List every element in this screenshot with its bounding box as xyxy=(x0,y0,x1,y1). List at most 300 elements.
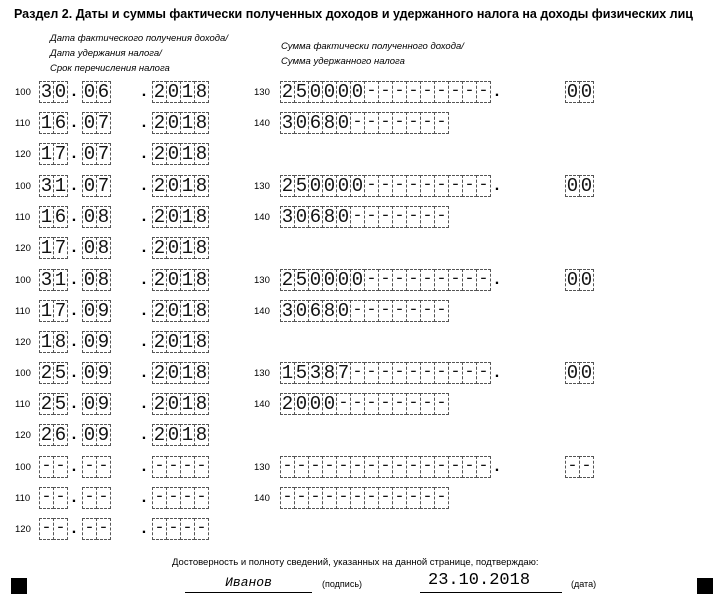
char-cell: - xyxy=(434,393,449,415)
char-cell: - xyxy=(308,456,323,478)
char-cell: - xyxy=(280,487,295,509)
date-day-field[interactable] xyxy=(39,456,68,478)
line-code: 130 xyxy=(254,462,270,473)
char-cell: 6 xyxy=(309,300,322,322)
char-cell: 2 xyxy=(153,424,166,446)
char-cell: 5 xyxy=(295,362,308,384)
date-day-field[interactable] xyxy=(39,81,68,103)
date-day-field[interactable] xyxy=(39,518,68,540)
date-month-field[interactable] xyxy=(82,237,111,259)
char-cell: 0 xyxy=(323,393,336,415)
date-year-field[interactable] xyxy=(152,269,209,291)
char-cell: 1 xyxy=(181,81,194,103)
char-cell: 1 xyxy=(181,175,194,197)
char-cell: - xyxy=(39,456,54,478)
char-cell: - xyxy=(378,487,393,509)
char-cell: 0 xyxy=(167,362,180,384)
char-cell: 0 xyxy=(351,269,364,291)
date-day-field[interactable] xyxy=(39,300,68,322)
date-month-field[interactable] xyxy=(82,487,111,509)
date-month-field[interactable] xyxy=(82,362,111,384)
line-code: 140 xyxy=(254,212,270,223)
char-cell: 1 xyxy=(40,331,53,353)
line-code: 140 xyxy=(254,399,270,410)
dates-header-line: Дата фактического получения дохода/ xyxy=(50,33,228,44)
char-cell: 7 xyxy=(337,362,350,384)
date-day-field[interactable] xyxy=(39,269,68,291)
char-cell: 0 xyxy=(167,112,180,134)
char-cell: - xyxy=(194,456,209,478)
tax-amount-field[interactable] xyxy=(280,393,449,415)
char-cell: 1 xyxy=(54,269,67,291)
char-cell: 2 xyxy=(281,175,294,197)
signature-caption: (подпись) xyxy=(322,579,363,589)
char-cell: - xyxy=(392,487,407,509)
date-day-field[interactable] xyxy=(39,424,68,446)
char-cell: 2 xyxy=(153,331,166,353)
char-cell: - xyxy=(434,300,449,322)
char-cell: - xyxy=(336,487,351,509)
char-cell: 2 xyxy=(153,143,166,165)
char-cell: 1 xyxy=(40,206,53,228)
date-year-field[interactable] xyxy=(152,237,209,259)
char-cell: - xyxy=(392,393,407,415)
char-cell: 0 xyxy=(167,300,180,322)
char-cell: - xyxy=(350,362,365,384)
separator-dot: . xyxy=(141,208,147,225)
dates-header xyxy=(50,31,228,76)
char-cell: - xyxy=(378,206,393,228)
char-cell: 0 xyxy=(54,81,67,103)
date-year-field[interactable] xyxy=(152,175,209,197)
char-cell: - xyxy=(420,393,435,415)
confirmation-text: Достоверность и полноту сведений, указанных на данной странице, подтверждаю: xyxy=(172,557,539,568)
date-month-field[interactable] xyxy=(82,175,111,197)
char-cell: 0 xyxy=(580,175,593,197)
char-cell: 2 xyxy=(153,269,166,291)
corner-marker xyxy=(697,578,713,594)
char-cell: - xyxy=(166,518,181,540)
char-cell: 2 xyxy=(40,362,53,384)
char-cell: - xyxy=(392,81,407,103)
separator-dot: . xyxy=(141,333,147,350)
date-day-field[interactable] xyxy=(39,237,68,259)
char-cell: - xyxy=(364,362,379,384)
char-cell: - xyxy=(336,456,351,478)
date-year-field[interactable] xyxy=(152,143,209,165)
char-cell: 2 xyxy=(153,362,166,384)
char-cell: - xyxy=(448,362,463,384)
date-year-field[interactable] xyxy=(152,393,209,415)
char-cell: 1 xyxy=(40,143,53,165)
line-code: 140 xyxy=(254,493,270,504)
separator-dot: . xyxy=(71,83,77,100)
dates-header-line: Дата удержания налога/ xyxy=(50,48,162,59)
separator-dot: . xyxy=(71,395,77,412)
char-cell: - xyxy=(350,456,365,478)
char-cell: 1 xyxy=(181,112,194,134)
char-cell: 0 xyxy=(83,112,96,134)
separator-dot: . xyxy=(71,489,77,506)
income-kopecks-field[interactable] xyxy=(565,456,594,478)
char-cell: 0 xyxy=(167,269,180,291)
char-cell: - xyxy=(364,206,379,228)
char-cell: 1 xyxy=(40,237,53,259)
char-cell: - xyxy=(420,175,435,197)
char-cell: 0 xyxy=(337,269,350,291)
date-month-field[interactable] xyxy=(82,112,111,134)
char-cell: 6 xyxy=(54,206,67,228)
income-kopecks-field[interactable] xyxy=(565,362,594,384)
date-year-field[interactable] xyxy=(152,331,209,353)
char-cell: 8 xyxy=(97,237,110,259)
char-cell: - xyxy=(462,269,477,291)
char-cell: - xyxy=(364,300,379,322)
char-cell: 5 xyxy=(295,269,308,291)
char-cell: 3 xyxy=(40,269,53,291)
char-cell: 7 xyxy=(54,143,67,165)
char-cell: - xyxy=(364,81,379,103)
date-month-field[interactable] xyxy=(82,456,111,478)
tax-amount-field[interactable] xyxy=(280,112,449,134)
separator-dot: . xyxy=(141,114,147,131)
char-cell: - xyxy=(378,393,393,415)
char-cell: - xyxy=(434,487,449,509)
date-month-field[interactable] xyxy=(82,331,111,353)
char-cell: 0 xyxy=(323,81,336,103)
char-cell: 8 xyxy=(195,331,208,353)
char-cell: 1 xyxy=(181,362,194,384)
char-cell: 0 xyxy=(337,300,350,322)
char-cell: - xyxy=(406,112,421,134)
char-cell: 3 xyxy=(40,81,53,103)
char-cell: - xyxy=(180,456,195,478)
char-cell: - xyxy=(308,487,323,509)
char-cell: - xyxy=(350,393,365,415)
date-month-field[interactable] xyxy=(82,393,111,415)
char-cell: 7 xyxy=(97,112,110,134)
char-cell: 8 xyxy=(195,300,208,322)
separator-dot: . xyxy=(71,114,77,131)
char-cell: - xyxy=(406,456,421,478)
char-cell: 2 xyxy=(153,81,166,103)
date-month-field[interactable] xyxy=(82,424,111,446)
corner-marker xyxy=(11,578,27,594)
char-cell: 9 xyxy=(97,424,110,446)
char-cell: - xyxy=(462,81,477,103)
separator-dot: . xyxy=(71,520,77,537)
char-cell: 0 xyxy=(167,206,180,228)
income-kopecks-field[interactable] xyxy=(565,175,594,197)
char-cell: 8 xyxy=(195,175,208,197)
income-amount-field[interactable] xyxy=(280,175,491,197)
separator-dot: . xyxy=(71,145,77,162)
char-cell: - xyxy=(350,206,365,228)
date-day-field[interactable] xyxy=(39,331,68,353)
date-month-field[interactable] xyxy=(82,206,111,228)
char-cell: - xyxy=(350,487,365,509)
char-cell: 6 xyxy=(309,112,322,134)
separator-dot: . xyxy=(71,271,77,288)
char-cell: 8 xyxy=(323,362,336,384)
char-cell: 0 xyxy=(83,362,96,384)
char-cell: 0 xyxy=(83,331,96,353)
income-kopecks-field[interactable] xyxy=(565,269,594,291)
date-day-field[interactable] xyxy=(39,393,68,415)
line-code: 100 xyxy=(15,462,31,473)
char-cell: - xyxy=(406,487,421,509)
char-cell: - xyxy=(180,487,195,509)
date-day-field[interactable] xyxy=(39,112,68,134)
char-cell: 6 xyxy=(309,206,322,228)
line-code: 120 xyxy=(15,524,31,535)
char-cell: 0 xyxy=(580,362,593,384)
char-cell: 0 xyxy=(83,300,96,322)
char-cell: 0 xyxy=(566,175,579,197)
char-cell: 0 xyxy=(351,81,364,103)
char-cell: - xyxy=(434,206,449,228)
date-year-field[interactable] xyxy=(152,424,209,446)
line-code: 120 xyxy=(15,337,31,348)
char-cell: - xyxy=(406,81,421,103)
char-cell: 0 xyxy=(83,206,96,228)
char-cell: - xyxy=(364,393,379,415)
char-cell: 9 xyxy=(97,300,110,322)
char-cell: - xyxy=(448,456,463,478)
char-cell: - xyxy=(406,269,421,291)
char-cell: - xyxy=(364,269,379,291)
char-cell: - xyxy=(476,362,491,384)
char-cell: 8 xyxy=(195,206,208,228)
char-cell: - xyxy=(82,456,97,478)
char-cell: - xyxy=(294,487,309,509)
date-month-field[interactable] xyxy=(82,518,111,540)
date-year-field[interactable] xyxy=(152,487,209,509)
date-day-field[interactable] xyxy=(39,143,68,165)
char-cell: 0 xyxy=(167,424,180,446)
date-day-field[interactable] xyxy=(39,487,68,509)
char-cell: - xyxy=(420,456,435,478)
separator-dot: . xyxy=(71,239,77,256)
income-kopecks-field[interactable] xyxy=(565,81,594,103)
char-cell: 1 xyxy=(181,206,194,228)
date-year-field[interactable] xyxy=(152,206,209,228)
date-year-field[interactable] xyxy=(152,362,209,384)
char-cell: - xyxy=(406,362,421,384)
line-code: 100 xyxy=(15,368,31,379)
char-cell: 0 xyxy=(83,424,96,446)
tax-amount-field[interactable] xyxy=(280,487,449,509)
char-cell: - xyxy=(378,112,393,134)
tax-amount-field[interactable] xyxy=(280,206,449,228)
char-cell: - xyxy=(378,175,393,197)
separator-dot: . xyxy=(494,271,500,288)
char-cell: 0 xyxy=(83,269,96,291)
char-cell: 8 xyxy=(323,300,336,322)
char-cell: - xyxy=(448,81,463,103)
separator-dot: . xyxy=(71,177,77,194)
char-cell: - xyxy=(294,456,309,478)
date-year-field[interactable] xyxy=(152,81,209,103)
char-cell: - xyxy=(166,487,181,509)
char-cell: - xyxy=(434,269,449,291)
char-cell: 2 xyxy=(153,112,166,134)
char-cell: - xyxy=(322,487,337,509)
char-cell: 1 xyxy=(181,237,194,259)
separator-dot: . xyxy=(494,364,500,381)
line-code: 110 xyxy=(15,306,31,317)
char-cell: 2 xyxy=(281,393,294,415)
tax-amount-field[interactable] xyxy=(280,300,449,322)
line-code: 130 xyxy=(254,368,270,379)
income-amount-field[interactable] xyxy=(280,81,491,103)
date-day-field[interactable] xyxy=(39,206,68,228)
date-year-field[interactable] xyxy=(152,456,209,478)
date-year-field[interactable] xyxy=(152,518,209,540)
signature-value: Иванов xyxy=(225,575,272,590)
char-cell: - xyxy=(462,362,477,384)
date-year-field[interactable] xyxy=(152,300,209,322)
char-cell: 8 xyxy=(97,206,110,228)
char-cell: 0 xyxy=(83,175,96,197)
char-cell: - xyxy=(448,175,463,197)
separator-dot: . xyxy=(141,145,147,162)
char-cell: - xyxy=(392,300,407,322)
date-month-field[interactable] xyxy=(82,143,111,165)
separator-dot: . xyxy=(71,208,77,225)
char-cell: - xyxy=(434,81,449,103)
char-cell: - xyxy=(406,175,421,197)
char-cell: 0 xyxy=(309,81,322,103)
char-cell: 8 xyxy=(195,424,208,446)
char-cell: 8 xyxy=(195,269,208,291)
line-code: 130 xyxy=(254,181,270,192)
char-cell: 1 xyxy=(181,331,194,353)
separator-dot: . xyxy=(71,426,77,443)
char-cell: - xyxy=(406,206,421,228)
char-cell: - xyxy=(82,487,97,509)
date-year-field[interactable] xyxy=(152,112,209,134)
char-cell: - xyxy=(392,362,407,384)
dates-header-line: Срок перечисления налога xyxy=(50,63,170,74)
date-month-field[interactable] xyxy=(82,269,111,291)
char-cell: 0 xyxy=(351,175,364,197)
char-cell: 6 xyxy=(54,424,67,446)
char-cell: 0 xyxy=(566,362,579,384)
income-amount-field[interactable] xyxy=(280,362,491,384)
char-cell: - xyxy=(280,456,295,478)
char-cell: 8 xyxy=(97,269,110,291)
char-cell: 1 xyxy=(181,424,194,446)
char-cell: - xyxy=(96,487,111,509)
char-cell: - xyxy=(152,456,167,478)
char-cell: - xyxy=(378,362,393,384)
char-cell: 2 xyxy=(153,175,166,197)
char-cell: 0 xyxy=(309,175,322,197)
char-cell: - xyxy=(476,456,491,478)
char-cell: 3 xyxy=(40,175,53,197)
line-code: 120 xyxy=(15,243,31,254)
char-cell: - xyxy=(194,518,209,540)
char-cell: - xyxy=(166,456,181,478)
separator-dot: . xyxy=(141,177,147,194)
char-cell: 0 xyxy=(309,269,322,291)
separator-dot: . xyxy=(141,458,147,475)
date-value: 23.10.2018 xyxy=(428,571,531,590)
char-cell: 8 xyxy=(323,112,336,134)
char-cell: - xyxy=(420,112,435,134)
line-code: 110 xyxy=(15,493,31,504)
date-month-field[interactable] xyxy=(82,300,111,322)
char-cell: - xyxy=(579,456,594,478)
char-cell: - xyxy=(152,487,167,509)
char-cell: - xyxy=(364,175,379,197)
date-day-field[interactable] xyxy=(39,362,68,384)
char-cell: 1 xyxy=(40,112,53,134)
char-cell: - xyxy=(364,456,379,478)
char-cell: - xyxy=(406,393,421,415)
char-cell: - xyxy=(392,206,407,228)
char-cell: - xyxy=(53,518,68,540)
char-cell: - xyxy=(336,393,351,415)
char-cell: - xyxy=(462,456,477,478)
char-cell: 9 xyxy=(97,393,110,415)
char-cell: 8 xyxy=(195,393,208,415)
char-cell: 8 xyxy=(195,112,208,134)
char-cell: 2 xyxy=(40,393,53,415)
char-cell: 2 xyxy=(281,269,294,291)
char-cell: - xyxy=(476,175,491,197)
date-day-field[interactable] xyxy=(39,175,68,197)
line-code: 110 xyxy=(15,212,31,223)
income-amount-field[interactable] xyxy=(280,269,491,291)
char-cell: 3 xyxy=(281,300,294,322)
char-cell: 2 xyxy=(153,300,166,322)
char-cell: 1 xyxy=(40,300,53,322)
date-month-field[interactable] xyxy=(82,81,111,103)
char-cell: - xyxy=(378,300,393,322)
income-amount-field[interactable] xyxy=(280,456,491,478)
amounts-header xyxy=(281,39,464,69)
char-cell: 2 xyxy=(281,81,294,103)
separator-dot: . xyxy=(141,83,147,100)
date-caption: (дата) xyxy=(571,579,597,589)
char-cell: 0 xyxy=(295,300,308,322)
separator-dot: . xyxy=(141,239,147,256)
char-cell: 0 xyxy=(167,237,180,259)
separator-dot: . xyxy=(141,395,147,412)
line-code: 140 xyxy=(254,306,270,317)
char-cell: - xyxy=(434,112,449,134)
char-cell: - xyxy=(350,300,365,322)
char-cell: 5 xyxy=(54,362,67,384)
char-cell: 2 xyxy=(153,393,166,415)
char-cell: 0 xyxy=(167,143,180,165)
separator-dot: . xyxy=(494,83,500,100)
amounts-header-line: Сумма фактически полученного дохода/ xyxy=(281,41,464,52)
char-cell: 6 xyxy=(97,81,110,103)
char-cell: - xyxy=(378,456,393,478)
separator-dot: . xyxy=(71,364,77,381)
separator-dot: . xyxy=(141,426,147,443)
char-cell: - xyxy=(322,456,337,478)
separator-dot: . xyxy=(71,333,77,350)
char-cell: 0 xyxy=(580,81,593,103)
char-cell: - xyxy=(152,518,167,540)
char-cell: 0 xyxy=(566,269,579,291)
char-cell: 0 xyxy=(83,81,96,103)
amounts-header-line: Сумма удержанного налога xyxy=(281,56,405,67)
